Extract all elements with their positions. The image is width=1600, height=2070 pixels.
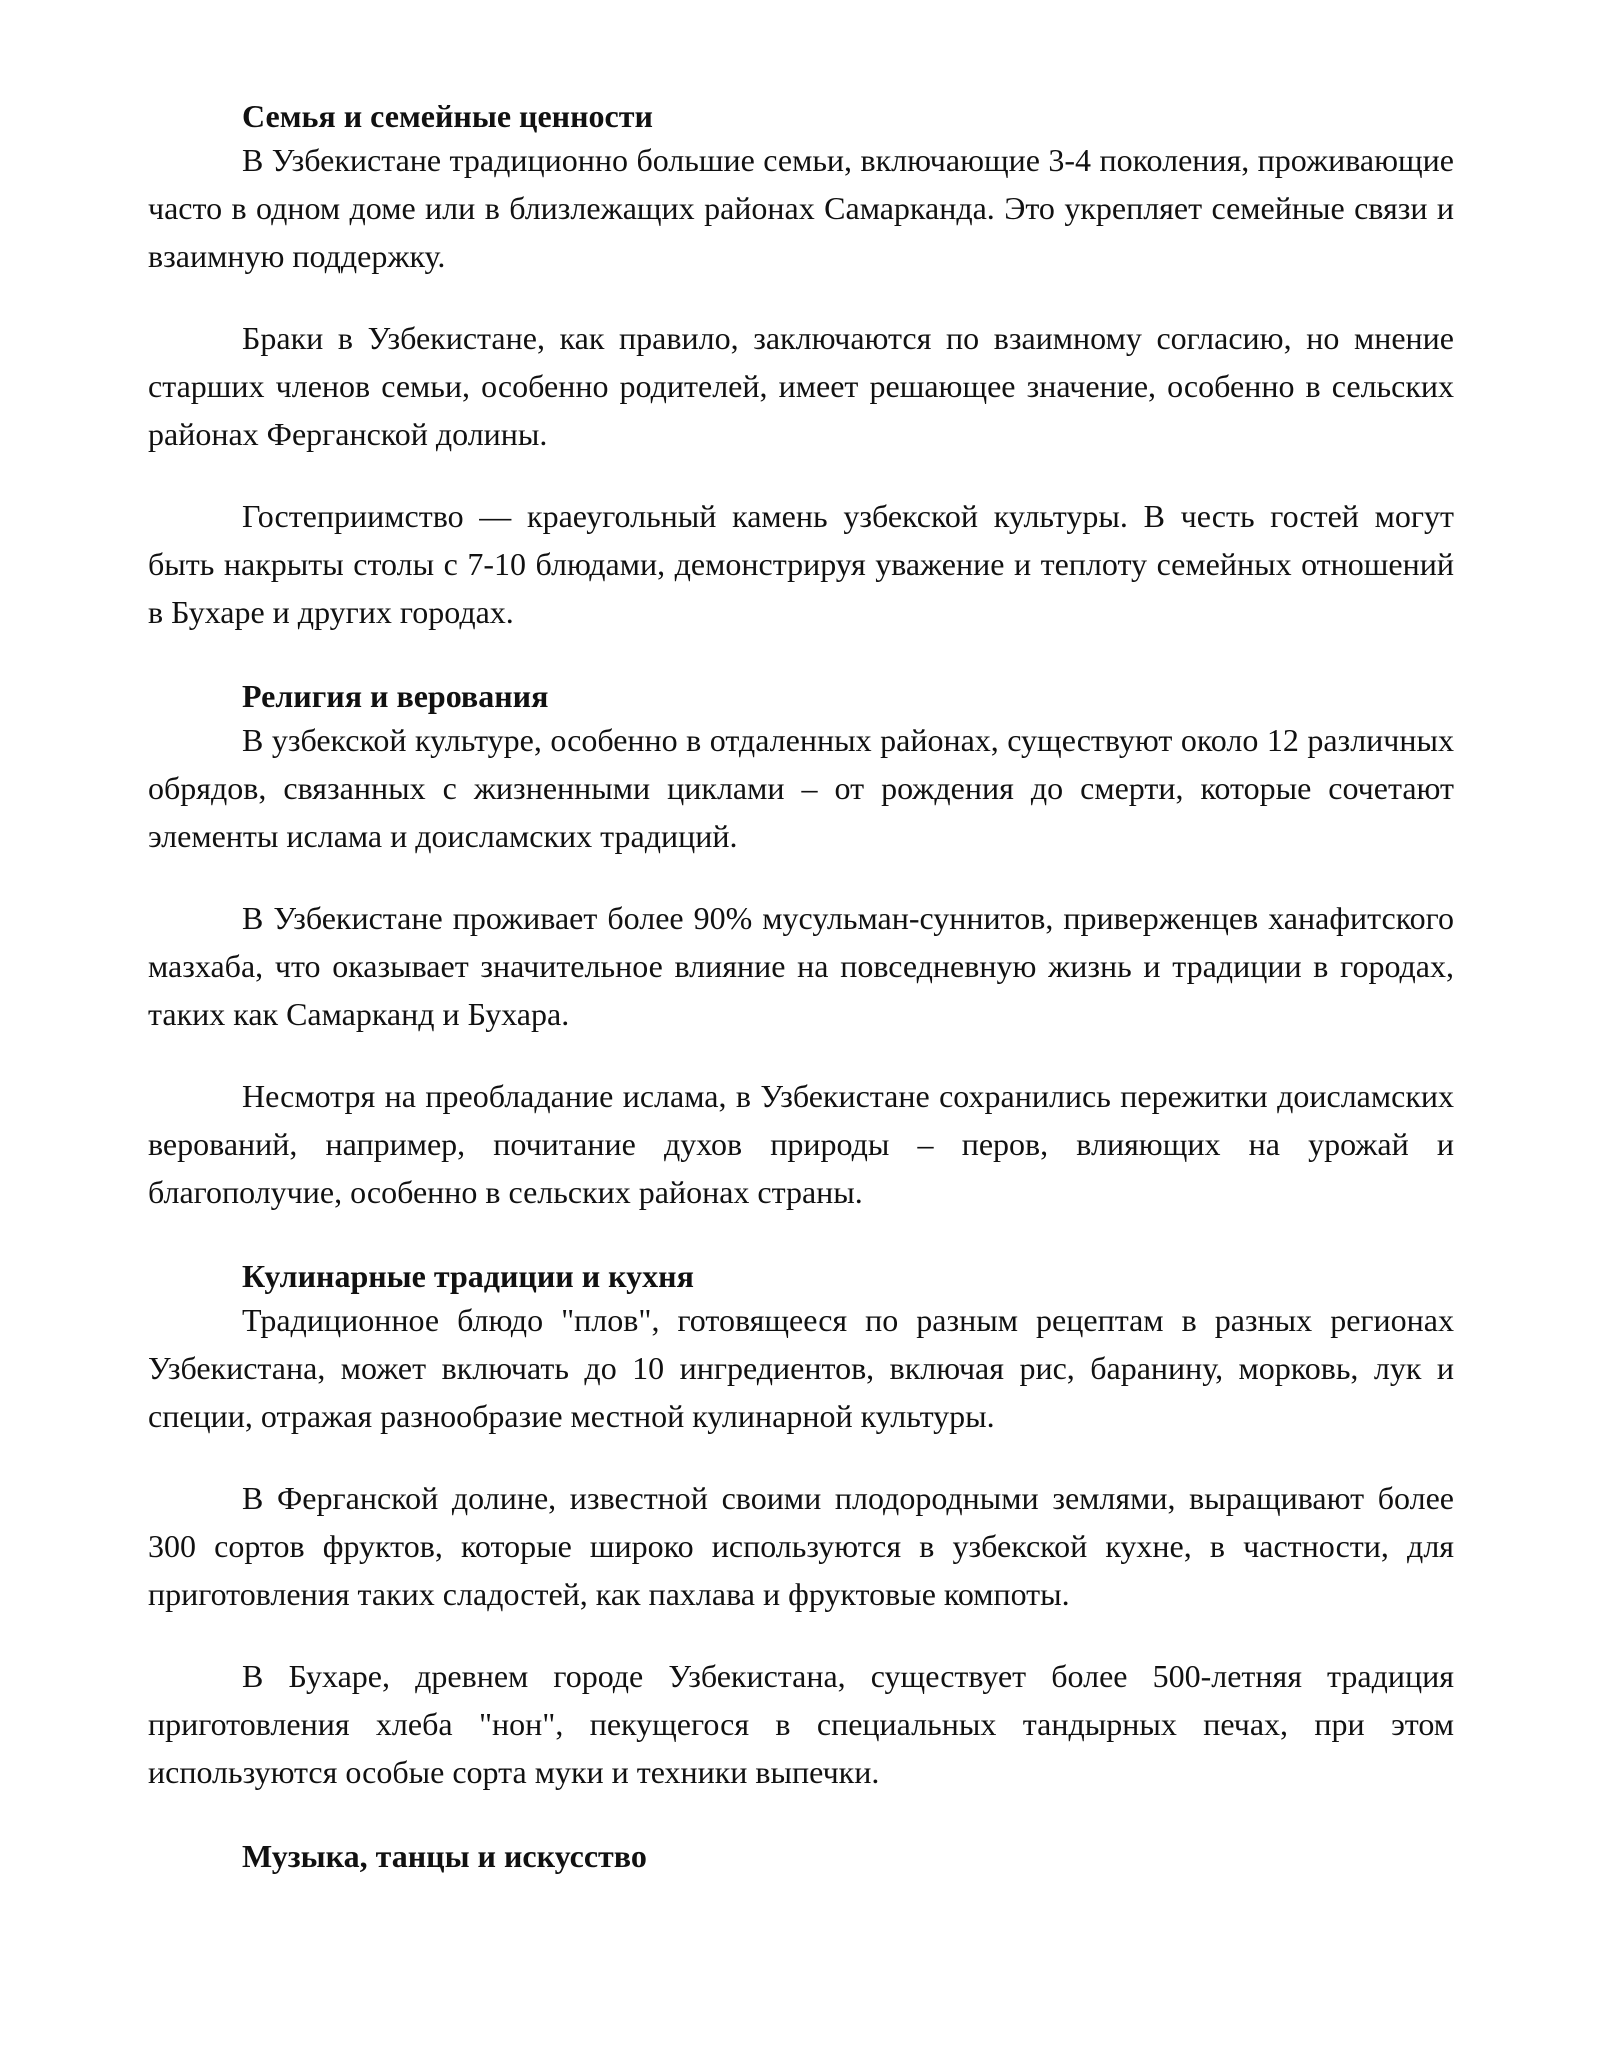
paragraph: Гостеприимство — краеугольный камень узбекской культуры. В честь гостей могут быть накрыты столы с 7-10 блюдами, демонстрируя уважение и теплоту семейных отношений в Бухаре и других городах. [148, 498, 1454, 630]
section-family [148, 96, 1454, 636]
paragraph: Несмотря на преобладание ислама, в Узбекистане сохранились пережитки доисламских верований, например, почитание духов природы – перов, влияющих на урожай и благополучие, особенно в сельских районах страны. [148, 1078, 1454, 1210]
section-cuisine [148, 1256, 1454, 1796]
paragraph: В Бухаре, древнем городе Узбекистана, существует более 500-летняя традиция приготовления хлеба "нон", пекущегося в специальных тандырных печах, при этом используются особые сорта муки и техники выпечки. [148, 1658, 1454, 1790]
paragraph: В Узбекистане традиционно большие семьи, включающие 3-4 поколения, проживающие часто в одном доме или в близлежащих районах Самарканда. Это укрепляет семейные связи и взаимную поддержку. [148, 142, 1454, 274]
paragraph: В Узбекистане проживает более 90% мусульман-суннитов, приверженцев ханафитского мазхаба, что оказывает значительное влияние на повседневную жизнь и традиции в городах, таких как Самарканд и Бухара. [148, 900, 1454, 1032]
paragraph: В Ферганской долине, известной своими плодородными землями, выращивают более 300 сортов фруктов, которые широко используются в узбекской кухне, в частности, для приготовления таких сладостей, как пахлава и фруктовые компоты. [148, 1480, 1454, 1612]
paragraph: Традиционное блюдо "плов", готовящееся по разным рецептам в разных регионах Узбекистана, может включать до 10 ингредиентов, включая рис, баранину, морковь, лук и специи, отражая разнообразие местной кулинарной культуры. [148, 1302, 1454, 1434]
paragraph: Браки в Узбекистане, как правило, заключаются по взаимному согласию, но мнение старших членов семьи, особенно родителей, имеет решающее значение, особенно в сельских районах Ферганской долины. [148, 320, 1454, 452]
paragraph: В узбекской культуре, особенно в отдаленных районах, существуют около 12 различных обрядов, связанных с жизненными циклами – от рождения до смерти, которые сочетают элементы ислама и доисламских традиций. [148, 722, 1454, 854]
section-music [148, 1836, 1454, 1876]
section-heading: Кулинарные традиции и кухня [242, 1258, 694, 1294]
section-religion [148, 676, 1454, 1216]
section-heading: Музыка, танцы и искусство [242, 1838, 647, 1874]
section-heading: Религия и верования [242, 678, 549, 714]
document-body [148, 96, 1454, 1876]
section-heading: Семья и семейные ценности [242, 98, 653, 134]
